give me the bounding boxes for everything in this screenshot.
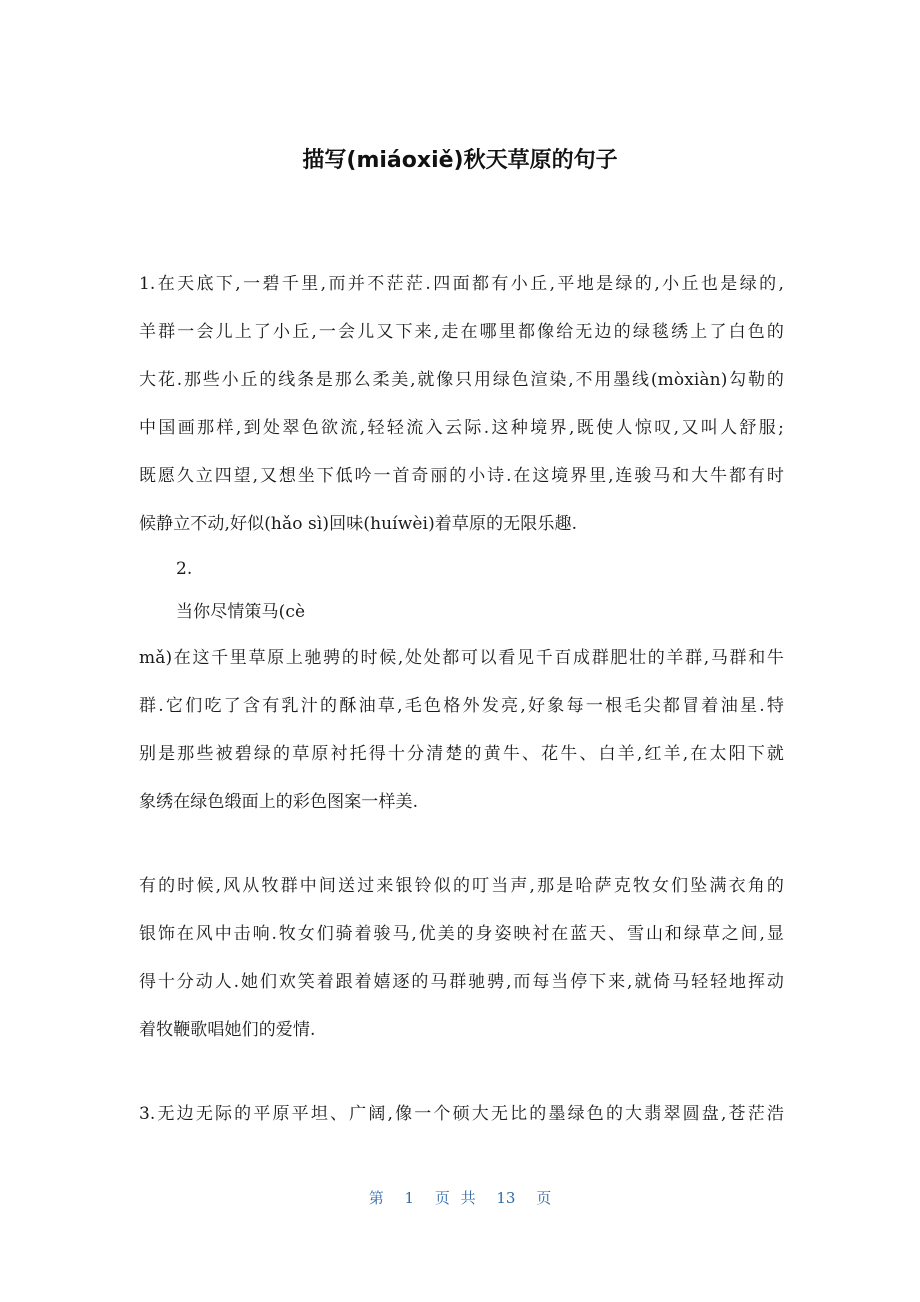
paragraph-line: 大花.那些小丘的线条是那么柔美,就像只用绿色渲染,不用墨线(mòxiàn)勾勒的 [139,370,784,390]
paragraph-line: 象绣在绿色缎面上的彩色图案一样美. [139,792,419,812]
page-footer [0,1187,920,1209]
document-title: 描写(miáoxiě)秋天草原的句子 [302,148,618,173]
paragraph-line: 着牧鞭歌唱她们的爱情. [139,1020,316,1040]
paragraph-line: 群.它们吃了含有乳汁的酥油草,毛色格外发亮,好象每一根毛尖都冒着油星.特 [139,696,784,716]
paragraph-line: 羊群一会儿上了小丘,一会儿又下来,走在哪里都像给无边的绿毯绣上了白色的 [139,322,784,342]
paragraph-line: mǎ)在这千里草原上驰骋的时候,处处都可以看见千百成群肥壮的羊群,马群和牛 [139,648,784,668]
item-number: 2. [176,559,193,579]
footer-middle: 页 共 [434,1189,476,1207]
paragraph-line: 1.在天底下,一碧千里,而并不茫茫.四面都有小丘,平地是绿的,小丘也是绿的, [139,274,784,294]
paragraph-line: 银饰在风中击响.牧女们骑着骏马,优美的身姿映衬在蓝天、雪山和绿草之间,显 [139,924,784,944]
footer-total-pages: 13 [496,1189,516,1207]
paragraph-line: 当你尽情策马(cè [176,602,306,622]
paragraph-line: 中国画那样,到处翠色欲流,轻轻流入云际.这种境界,既使人惊叹,又叫人舒服; [139,418,784,438]
footer-current-page: 1 [404,1189,415,1207]
paragraph-line: 别是那些被碧绿的草原衬托得十分清楚的黄牛、花牛、白羊,红羊,在太阳下就 [139,744,784,764]
footer-prefix: 第 [368,1189,384,1207]
paragraph-line: 候静立不动,好似(hǎo sì)回味(huíwèi)着草原的无限乐趣. [139,514,578,534]
paragraph-line: 既愿久立四望,又想坐下低吟一首奇丽的小诗.在这境界里,连骏马和大牛都有时 [139,466,784,486]
paragraph-line: 得十分动人.她们欢笑着跟着嬉逐的马群驰骋,而每当停下来,就倚马轻轻地挥动 [139,972,784,992]
paragraph-line: 有的时候,风从牧群中间送过来银铃似的叮当声,那是哈萨克牧女们坠满衣角的 [139,876,784,896]
paragraph-line: 3.无边无际的平原平坦、广阔,像一个硕大无比的墨绿色的大翡翠圆盘,苍茫浩 [139,1104,784,1124]
footer-suffix: 页 [536,1189,552,1207]
